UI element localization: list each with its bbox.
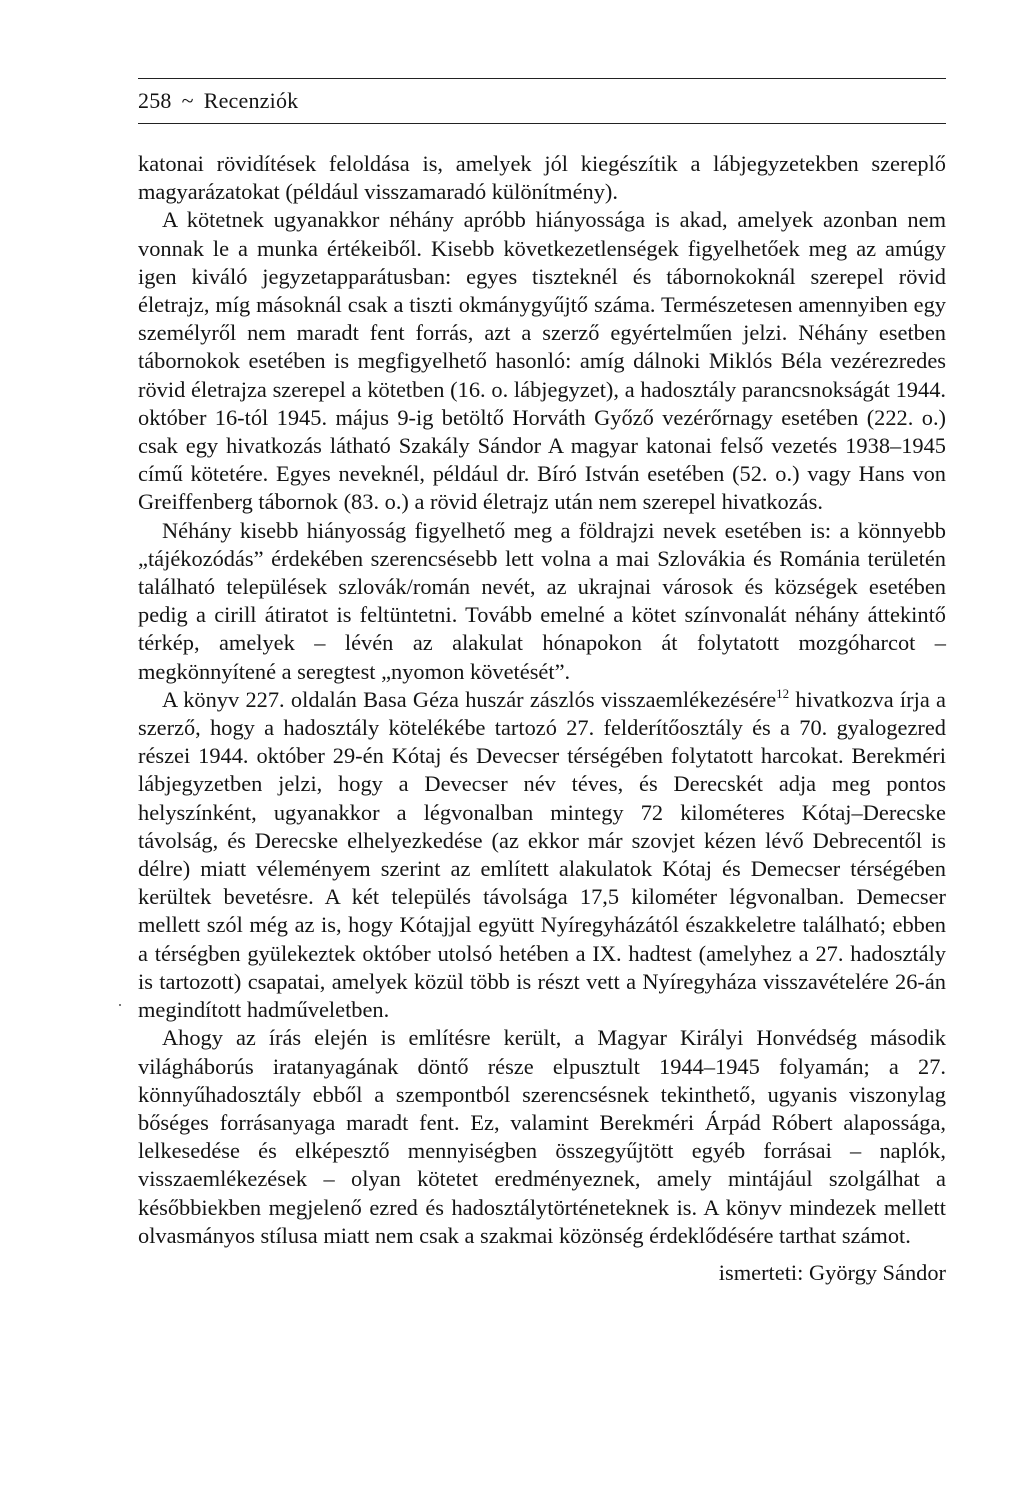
paragraph-text: katonai rövidítések feloldása is, amelyek jól kiegészítik a lábjegyzetekben szereplő magyarázatokat (például visszamaradó különítmény). [138,151,946,205]
margin-speck [119,1004,121,1006]
paragraph-text: A kötetnek ugyanakkor néhány apróbb hiányossága is akad, amelyek azonban nem vonnak le a munka értékeiből. Kisebb következetlenségek figyelhetőek meg az amúgy igen kiváló jegyzetapparátusban: egyes tiszteknél és tábornokoknál szerepel rövid életrajz, míg másoknál csak a tiszti okmánygyűjtő száma. Természetesen amennyiben egy személyről nem maradt fent forrás, azt a szerző egyértelműen jelzi. Néhány esetben tábornokok esetében is megfigyelhető hasonló: amíg dálnoki Miklós Béla vezérezredes rövid életrajza szerepel a kötetben (16. o. lábjegyzet), a hadosztály parancsnokságát 1944. október 16-tól 1945. május 9-ig betöltő Horváth Győző vezérőrnagy esetében (222. o.) csak egy hivatkozás látható Szakály Sándor A magyar katonai felső vezetés 1938–1945 című kötetére. Egyes neveknél, például dr. Bíró István esetében (52. o.) vagy Hans von Greiffenberg tábornok (83. o.) a rövid életrajz után nem szerepel hivatkozás. [138,207,946,515]
running-head [138,78,946,124]
paragraph [138,206,946,516]
header-separator: ~ [181,88,194,113]
footnote-marker: 12 [776,685,790,701]
paragraph [138,517,946,686]
article-body [138,150,946,1250]
paragraph-text: Ahogy az írás elején is említésre került, a Magyar Királyi Honvédség második világháborús iratanyagának döntő része elpusztult 1944–1945 folyamán; a 27. könnyűhadosztály ebből a szempontból szerencsésnek tekinthető, ugyanis viszonylag bőséges forrásanyaga maradt fent. Ez, valamint Berekméri Árpád Róbert alapossága, lelkesedése és elképesztő mennyiségben összegyűjtött egyéb forrásai – naplók, visszaemlékezések – olyan kötetet eredményeznek, amely mintájául szolgálhat a későbbiekben megjelenő ezred és hadosztálytörténeteknek is. A könyv mindezek mellett olvasmányos stílusa miatt nem csak a szakmai közönség érdeklődésére tarthat számot. [138,1025,946,1248]
paragraph-text: Néhány kisebb hiányosság figyelhető meg a földrajzi nevek esetében is: a könnyebb „tájékozódás” érdekében szerencsésebb lett volna a mai Szlovákia és Románia területén található települések szlovák/román nevét, az ukrajnai városok és községek esetében pedig a cirill átiratot is feltüntetni. Tovább emelné a kötet színvonalát néhány áttekintő térkép, amelyek – lévén az alakulat hónapokon át folytatott mozgóharcot – megkönnyítené a seregtest „nyomon követését”. [138,517,946,684]
paragraph-text: A könyv 227. oldalán Basa Géza huszár zászlós visszaemlékezésére [162,686,777,712]
reviewer-signature: ismerteti: György Sándor [718,1259,946,1285]
document-page [138,78,946,1287]
paragraph [138,686,946,1024]
paragraph-text: hivatkozva írja a szerző, hogy a hadosztály kötelékébe tartozó 27. felderítőosztály és a 70. gyalogezred részei 1944. október 29-én Kótaj és Devecser térségében folytatott harcokat. Berekméri lábjegyzetben jelzi, hogy a Devecser név téves, és Derecskét adja meg pontos helyszínként, ugyanakkor a légvonalban mintegy 72 kilométeres Kótaj–Derecske távolság, és Derecske elhelyezkedése (az ekkor már szovjet kézen lévő Debrecentől is délre) miatt véleményem szerint az említett alakulatok Kótaj és Demecser térségében kerültek bevetésre. A két település távolsága 17,5 kilométer légvonalban. Demecser mellett szól még az is, hogy Kótajjal együtt Nyíregyházától északkeletre található; ebben a térségben gyülekeztek október utolsó hetében a IX. hadtest (amelyhez a 27. hadosztály is tartozott) csapatai, amelyek közül több is részt vett a Nyíregyháza visszavételére 26-án megindított hadműveletben. [138,686,946,1023]
paragraph [138,150,946,206]
section-title: Recenziók [203,88,299,113]
page-number: 258 [138,88,172,113]
paragraph [138,1024,946,1250]
